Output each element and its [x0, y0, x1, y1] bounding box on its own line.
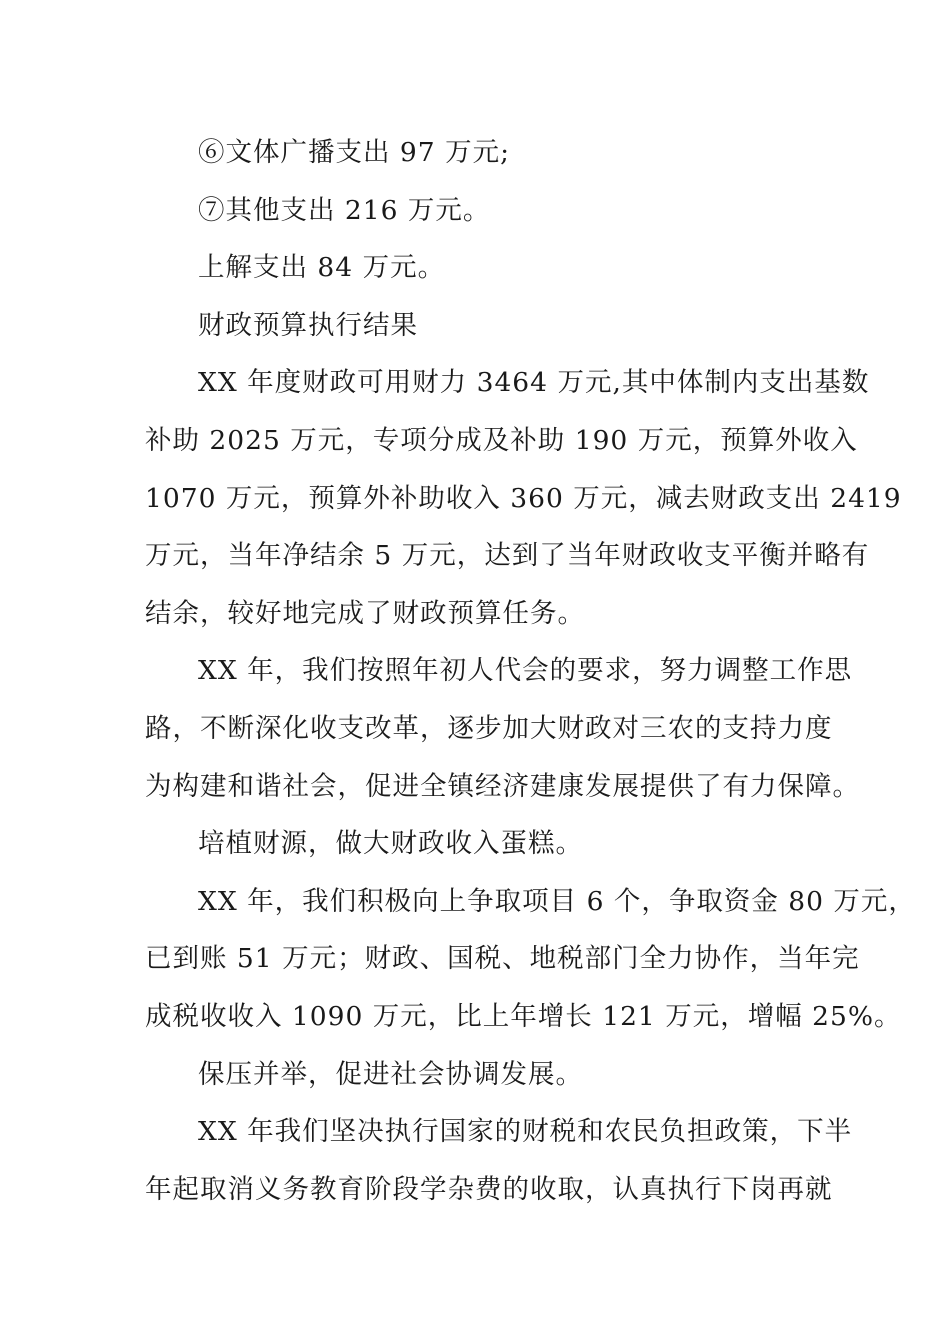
- text-line: 万元，当年净结余 5 万元，达到了当年财政收支平衡并略有: [145, 540, 870, 572]
- text-line: 结余，较好地完成了财政预算任务。: [145, 597, 585, 629]
- document-body: [145, 124, 916, 1218]
- text-line: XX 年，我们积极向上争取项目 6 个，争取资金 80 万元，: [198, 885, 916, 917]
- text-line: 1070 万元，预算外补助收入 360 万元，减去财政支出 2419: [145, 482, 902, 514]
- text-line: XX 年度财政可用财力 3464 万元,其中体制内支出基数: [198, 367, 870, 399]
- text-line: 上解支出 84 万元。: [198, 252, 446, 284]
- section-heading: 财政预算执行结果: [198, 309, 418, 341]
- text-line: 补助 2025 万元，专项分成及补助 190 万元，预算外收入: [145, 424, 858, 456]
- text-line: 年起取消义务教育阶段学杂费的收取，认真执行下岗再就: [145, 1173, 833, 1205]
- text-line: 路，不断深化收支改革，逐步加大财政对三农的支持力度: [145, 712, 833, 744]
- text-line: ⑥文体广播支出 97 万元;: [198, 137, 510, 168]
- text-line: ⑦其他支出 216 万元。: [198, 194, 491, 226]
- section-heading: 培植财源，做大财政收入蛋糕。: [198, 828, 583, 860]
- text-line: 已到账 51 万元；财政、国税、地税部门全力协作，当年完: [145, 943, 860, 975]
- section-heading: 保压并举，促进社会协调发展。: [198, 1058, 583, 1090]
- text-line: XX 年我们坚决执行国家的财税和农民负担政策，下半: [198, 1116, 853, 1148]
- text-line: 成税收收入 1090 万元，比上年增长 121 万元，增幅 25%。: [145, 1000, 902, 1032]
- text-line: 为构建和谐社会，促进全镇经济建康发展提供了有力保障。: [145, 770, 860, 802]
- text-line: XX 年，我们按照年初人代会的要求，努力调整工作思: [198, 655, 853, 687]
